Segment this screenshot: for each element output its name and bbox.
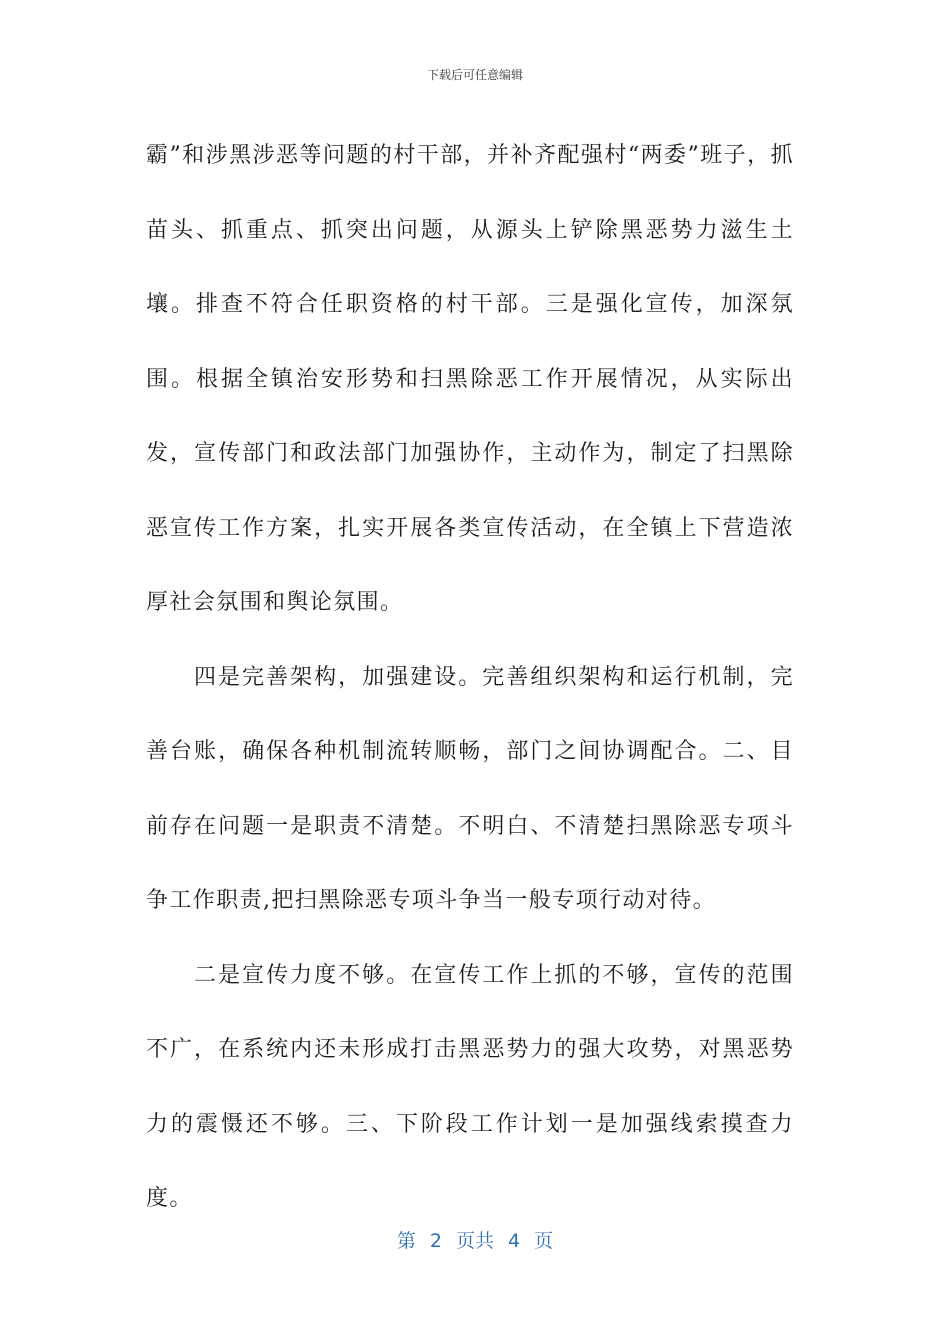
page-footer — [0, 1226, 950, 1253]
paragraph-1: 霸”和涉黑涉恶等问题的村干部，并补齐配强村“两委”班子，抓苗头、抓重点、抓突出问题，从源头上铲除黑恶势力滋生土壤。排查不符合任职资格的村干部。三是强化宣传，加深氛围。根据全镇治安形势和扫黑除恶工作开展情况，从实际出发，宣传部门和政法部门加强协作，主动作为，制定了扫黑除恶宣传工作方案，扎实开展各类宣传活动，在全镇上下营造浓厚社会氛围和舆论氛围。 — [146, 143, 794, 615]
footer-total-pages: 4 — [508, 1230, 521, 1252]
footer-prefix: 第 — [396, 1230, 416, 1252]
header-note: 下载后可任意编辑 — [426, 68, 523, 82]
paragraph-3: 二是宣传力度不够。在宣传工作上抓的不够，宣传的范围不广，在系统内还未形成打击黑恶势力的强大攻势，对黑恶势力的震慑还不够。三、下阶段工作计划一是加强线索摸查力度。 — [146, 962, 794, 1211]
paragraph-2: 四是完善架构，加强建设。完善组织架构和运行机制，完善台账，确保各种机制流转顺畅，部门之间协调配合。二、目前存在问题一是职责不清楚。不明白、不清楚扫黑除恶专项斗争工作职责,把扫黑除恶专项斗争当一般专项行动对待。 — [146, 664, 794, 913]
footer-current-page: 2 — [429, 1230, 442, 1252]
footer-middle: 页共 — [455, 1230, 494, 1252]
footer-suffix: 页 — [534, 1230, 554, 1252]
document-body — [146, 119, 794, 1237]
